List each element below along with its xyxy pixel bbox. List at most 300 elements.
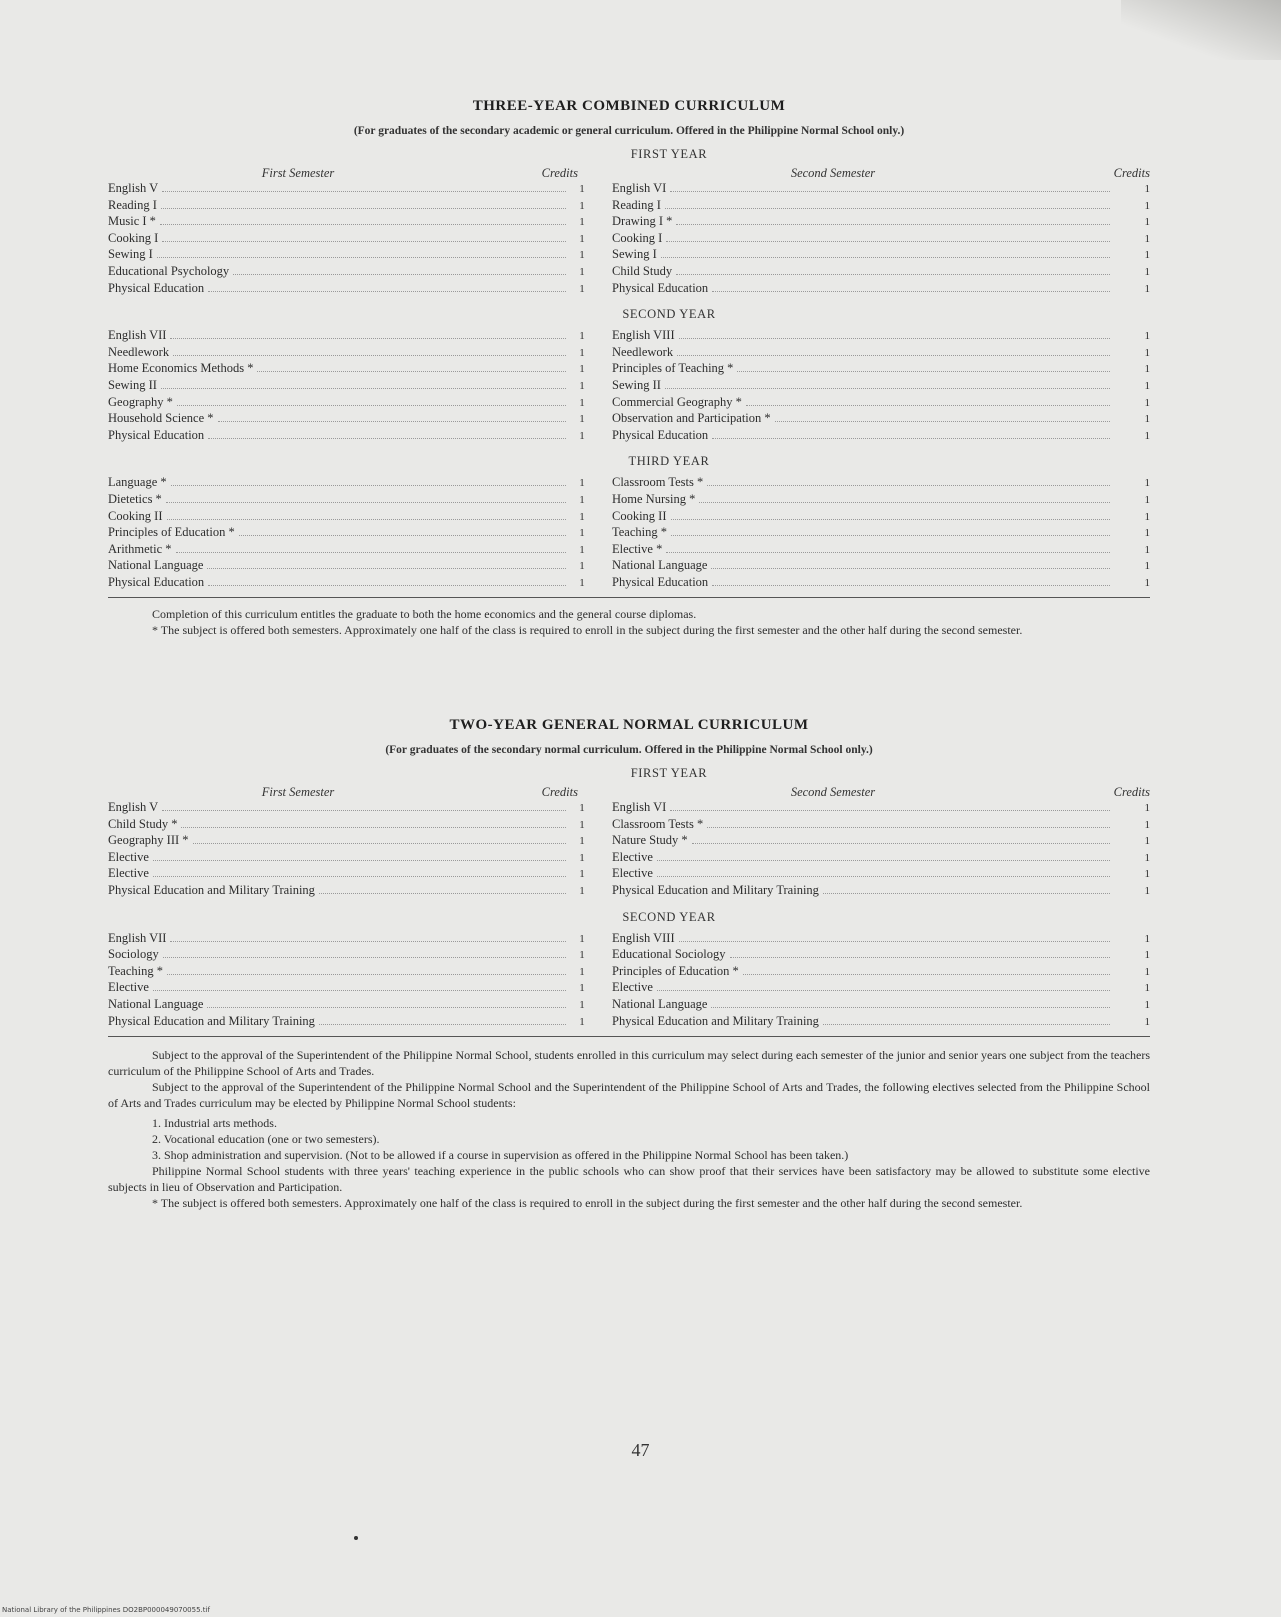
dot-leader [181, 827, 566, 828]
specks [354, 1536, 358, 1540]
divider [108, 1036, 1150, 1037]
course-credits: 1 [579, 330, 585, 343]
table-row [108, 231, 1150, 248]
dot-leader [208, 585, 566, 586]
table-row [108, 931, 1150, 948]
dot-leader [676, 274, 1110, 275]
credits-heading: Credits [1113, 166, 1150, 180]
course-name: Child Study * [108, 816, 178, 831]
table-row [108, 395, 1150, 412]
second-semester-cell [612, 931, 1110, 946]
footnote: * The subject is offered both semesters. Approximately one half of the class is required to enroll in the subject during the first semester and the other half during the second semester. [152, 1196, 1023, 1211]
first-semester-cell [108, 181, 566, 196]
course-credits: 1 [1144, 543, 1150, 556]
first-semester-cell [108, 1014, 566, 1029]
table-row [108, 509, 1150, 526]
dot-leader [162, 191, 566, 192]
elective-list [108, 1115, 1150, 1163]
dot-leader [162, 810, 566, 811]
table-row [108, 525, 1150, 542]
course-name: National Language [612, 996, 708, 1011]
course-name: Educational Sociology [612, 947, 726, 962]
curriculum-two-year [108, 717, 1150, 1211]
table-row [108, 575, 1150, 592]
first-semester-cell [108, 361, 566, 376]
second-semester-cell [612, 947, 1110, 962]
second-semester-cell [612, 866, 1110, 881]
dot-leader [319, 1024, 566, 1025]
table-row [108, 980, 1150, 997]
course-credits: 1 [579, 413, 585, 426]
course-credits: 1 [579, 965, 585, 978]
page-number: 47 [631, 1440, 650, 1460]
course-name: Physical Education and Military Training [612, 882, 819, 897]
first-semester-cell [108, 947, 566, 962]
second-semester-cell [612, 231, 1110, 246]
course-name: Physical Education [612, 280, 709, 295]
dot-leader [670, 191, 1110, 192]
first-semester-cell [108, 964, 566, 979]
course-credits: 1 [579, 851, 585, 864]
course-name: Language * [108, 475, 167, 490]
course-credits: 1 [579, 949, 585, 962]
dot-leader [657, 860, 1110, 861]
dot-leader [163, 957, 566, 958]
dot-leader [208, 291, 566, 292]
dot-leader [657, 876, 1110, 877]
course-name: Teaching * [612, 525, 668, 540]
completion-note: Completion of this curriculum entitles the graduate to both the home economics and the general course diplomas. [152, 607, 697, 622]
dot-leader [176, 552, 566, 553]
course-credits: 1 [1144, 346, 1150, 359]
course-credits: 1 [1144, 949, 1150, 962]
first-semester-cell [108, 931, 566, 946]
first-semester-cell [108, 833, 566, 848]
course-name: Sewing II [108, 377, 157, 392]
dot-leader [257, 371, 566, 372]
dot-leader [208, 438, 566, 439]
course-name: Elective [612, 849, 653, 864]
table-row [108, 214, 1150, 231]
first-semester-cell [108, 198, 566, 213]
dot-leader [153, 876, 566, 877]
dot-leader [160, 224, 566, 225]
course-name: Household Science * [108, 411, 214, 426]
course-name: Geography * [108, 394, 173, 409]
course-name: Music I * [108, 214, 156, 229]
first-semester-cell [108, 328, 566, 343]
course-credits: 1 [1144, 379, 1150, 392]
course-name: Cooking II [612, 508, 667, 523]
first-semester-cell [108, 525, 566, 540]
course-name: Sewing I [108, 247, 153, 262]
first-semester-cell [108, 475, 566, 490]
paragraph: Philippine Normal School students with three years' teaching experience in the public schools who can show proof that their services have been satisfactory may be allowed to substitute some elective subjects in lieu of Observation and Participation. [108, 1164, 1150, 1195]
dot-leader [666, 241, 1110, 242]
course-name: Principles of Teaching * [612, 361, 734, 376]
second-semester-cell [612, 378, 1110, 393]
section-title: THREE-YEAR COMBINED CURRICULUM [472, 98, 786, 114]
section-title: TWO-YEAR GENERAL NORMAL CURRICULUM [449, 717, 809, 733]
second-semester-cell [612, 328, 1110, 343]
course-credits: 1 [579, 346, 585, 359]
second-semester-cell [612, 558, 1110, 573]
course-credits: 1 [579, 379, 585, 392]
course-credits: 1 [1144, 527, 1150, 540]
course-credits: 1 [1144, 965, 1150, 978]
table-row [108, 558, 1150, 575]
first-semester-cell [108, 883, 566, 898]
course-credits: 1 [1144, 330, 1150, 343]
course-credits: 1 [1144, 493, 1150, 506]
course-name: Physical Education [612, 427, 709, 442]
dot-leader [171, 485, 566, 486]
course-credits: 1 [579, 493, 585, 506]
dot-leader [161, 208, 566, 209]
course-credits: 1 [579, 216, 585, 229]
dot-leader [692, 843, 1110, 844]
second-semester-cell [612, 883, 1110, 898]
course-name: Cooking II [108, 508, 163, 523]
list-item: 3. Shop administration and supervision. (Not to be allowed if a course in supervision as offered in the Philippine Normal School has been taken.) [152, 1148, 849, 1163]
dot-leader [161, 388, 566, 389]
dot-leader [670, 810, 1110, 811]
course-credits: 1 [1144, 818, 1150, 831]
second-semester-heading: Second Semester [790, 785, 876, 799]
dot-leader [679, 941, 1110, 942]
course-credits: 1 [579, 1015, 585, 1028]
course-credits: 1 [579, 363, 585, 376]
course-credits: 1 [1144, 998, 1150, 1011]
course-table [108, 181, 1150, 297]
course-credits: 1 [579, 982, 585, 995]
course-credits: 1 [579, 199, 585, 212]
course-name: Elective [612, 866, 653, 881]
dot-leader [665, 388, 1110, 389]
course-credits: 1 [579, 835, 585, 848]
course-name: Nature Study * [612, 833, 688, 848]
credits-heading: Credits [541, 785, 578, 799]
second-semester-cell [612, 214, 1110, 229]
dot-leader [170, 941, 566, 942]
second-semester-cell [612, 411, 1110, 426]
dot-leader [173, 355, 566, 356]
second-semester-cell [612, 817, 1110, 832]
scan-credit: National Library of the Philippines DO2BP000049070055.tif [2, 1606, 210, 1614]
dot-leader [679, 338, 1110, 339]
semester-header [108, 785, 1150, 800]
course-credits: 1 [579, 818, 585, 831]
course-name: Principles of Education * [108, 525, 235, 540]
dot-leader [665, 208, 1110, 209]
footnote: * The subject is offered both semesters. Approximately one half of the class is required to enroll in the subject during the first semester and the other half during the second semester. [152, 623, 1023, 638]
dot-leader [153, 990, 566, 991]
table-row [108, 345, 1150, 362]
course-credits: 1 [1144, 510, 1150, 523]
first-semester-cell [108, 247, 566, 262]
course-name: English VII [108, 930, 167, 945]
course-name: Cooking I [108, 230, 159, 245]
course-name: National Language [108, 558, 204, 573]
second-semester-cell [612, 181, 1110, 196]
course-credits: 1 [579, 932, 585, 945]
dot-leader [207, 568, 566, 569]
course-credits: 1 [1144, 835, 1150, 848]
first-semester-cell [108, 395, 566, 410]
year-label: THIRD YEAR [628, 454, 710, 469]
dot-leader [661, 257, 1110, 258]
table-row [108, 411, 1150, 428]
dot-leader [657, 990, 1110, 991]
course-name: Classroom Tests * [612, 816, 704, 831]
course-credits: 1 [579, 527, 585, 540]
course-name: English V [108, 800, 159, 814]
table-row [108, 997, 1150, 1014]
first-semester-cell [108, 997, 566, 1012]
course-credits: 1 [579, 265, 585, 278]
dot-leader [193, 843, 566, 844]
course-credits: 1 [1144, 560, 1150, 573]
table-row [108, 198, 1150, 215]
credits-heading: Credits [541, 166, 578, 180]
semester-header [108, 166, 1150, 181]
second-semester-cell [612, 475, 1110, 490]
course-credits: 1 [579, 282, 585, 295]
second-semester-cell [612, 575, 1110, 590]
table-row [108, 833, 1150, 850]
course-credits: 1 [1144, 232, 1150, 245]
first-semester-cell [108, 231, 566, 246]
course-name: Geography III * [108, 833, 189, 848]
course-credits: 1 [1144, 477, 1150, 490]
second-semester-cell [612, 264, 1110, 279]
second-semester-cell [612, 492, 1110, 507]
second-semester-cell [612, 525, 1110, 540]
course-name: Educational Psychology [108, 263, 230, 278]
course-name: Arithmetic * [108, 541, 172, 556]
course-name: National Language [612, 558, 708, 573]
credits-heading: Credits [1113, 785, 1150, 799]
table-row [108, 492, 1150, 509]
table-row [108, 883, 1150, 900]
first-semester-cell [108, 492, 566, 507]
dot-leader [239, 535, 566, 536]
page-edge-shadow [1121, 0, 1281, 60]
course-credits: 1 [579, 998, 585, 1011]
curriculum-three-year [108, 98, 1150, 638]
dot-leader [712, 438, 1110, 439]
course-name: English V [108, 181, 159, 195]
table-row [108, 328, 1150, 345]
dot-leader [162, 241, 566, 242]
second-semester-cell [612, 964, 1110, 979]
table-row [108, 247, 1150, 264]
course-name: English VI [612, 181, 667, 195]
section-subtitle: (For graduates of the secondary academic or general curriculum. Offered in the Philippine Normal School only.) [353, 125, 905, 137]
course-name: Physical Education [108, 280, 205, 295]
dot-leader [775, 421, 1110, 422]
first-semester-cell [108, 411, 566, 426]
first-semester-cell [108, 800, 566, 815]
course-credits: 1 [1144, 576, 1150, 589]
first-semester-cell [108, 509, 566, 524]
first-semester-heading: First Semester [261, 785, 335, 799]
dot-leader [730, 957, 1110, 958]
table-row [108, 964, 1150, 981]
dot-leader [319, 893, 566, 894]
course-name: Cooking I [612, 230, 663, 245]
second-semester-cell [612, 395, 1110, 410]
course-credits: 1 [1144, 265, 1150, 278]
paragraph: Subject to the approval of the Superintendent of the Philippine Normal School, students enrolled in this curriculum may select during each semester of the junior and senior years one subject from the teachers curriculum of the Philippine School of Arts and Trades. [108, 1048, 1150, 1079]
course-name: Elective [108, 866, 149, 881]
course-credits: 1 [579, 802, 585, 814]
dot-leader [746, 405, 1110, 406]
course-name: Drawing I * [612, 214, 673, 229]
course-credits: 1 [1144, 199, 1150, 212]
second-semester-cell [612, 281, 1110, 296]
dot-leader [707, 827, 1110, 828]
dot-leader [737, 371, 1110, 372]
dot-leader [177, 405, 566, 406]
second-semester-cell [612, 345, 1110, 360]
course-credits: 1 [579, 249, 585, 262]
course-table [108, 328, 1150, 444]
dot-leader [233, 274, 566, 275]
course-credits: 1 [579, 183, 585, 195]
course-name: Sociology [108, 947, 159, 962]
dot-leader [707, 485, 1110, 486]
year-label: FIRST YEAR [630, 766, 708, 780]
first-semester-cell [108, 866, 566, 881]
dot-leader [712, 585, 1110, 586]
table-row [108, 850, 1150, 867]
year-label: SECOND YEAR [622, 307, 716, 322]
course-name: Teaching * [108, 963, 164, 978]
dot-leader [671, 535, 1110, 536]
course-name: Sewing II [612, 377, 661, 392]
course-name: Elective [108, 849, 149, 864]
course-credits: 1 [579, 884, 585, 897]
course-name: Elective [612, 980, 653, 995]
table-row [108, 800, 1150, 817]
first-semester-cell [108, 850, 566, 865]
course-credits: 1 [1144, 932, 1150, 945]
course-credits: 1 [1144, 413, 1150, 426]
first-semester-cell [108, 378, 566, 393]
table-row [108, 817, 1150, 834]
course-table [108, 475, 1150, 591]
dot-leader [676, 224, 1110, 225]
dot-leader [153, 860, 566, 861]
dot-leader [743, 974, 1110, 975]
list-item: 1. Industrial arts methods. [152, 1116, 277, 1131]
course-name: Needlework [108, 344, 170, 359]
first-semester-heading: First Semester [261, 166, 335, 180]
course-name: Physical Education and Military Training [108, 1013, 315, 1028]
table-row [108, 1014, 1150, 1031]
paragraph: Subject to the approval of the Superintendent of the Philippine Normal School and the Superintendent of the Philippine School of Arts and Trades, the following electives selected from the Philippine School of Arts and Trades curriculum may be elected by Philippine Normal School students: [108, 1080, 1150, 1111]
course-name: Reading I [612, 197, 661, 212]
course-credits: 1 [579, 396, 585, 409]
course-credits: 1 [1144, 216, 1150, 229]
second-semester-cell [612, 542, 1110, 557]
course-name: Physical Education [108, 574, 205, 589]
dot-leader [666, 552, 1110, 553]
course-credits: 1 [579, 429, 585, 442]
divider [108, 597, 1150, 598]
table-row [108, 866, 1150, 883]
dot-leader [170, 338, 566, 339]
second-semester-cell [612, 800, 1110, 815]
first-semester-cell [108, 980, 566, 995]
first-semester-cell [108, 542, 566, 557]
dot-leader [712, 291, 1110, 292]
course-name: English VI [612, 800, 667, 814]
course-name: English VIII [612, 930, 675, 945]
dot-leader [166, 502, 566, 503]
table-row [108, 542, 1150, 559]
course-credits: 1 [579, 560, 585, 573]
dot-leader [207, 1007, 566, 1008]
section-subtitle: (For graduates of the secondary normal curriculum. Offered in the Philippine Normal School only.) [385, 744, 873, 756]
course-name: Commercial Geography * [612, 394, 742, 409]
first-semester-cell [108, 264, 566, 279]
dot-leader [823, 1024, 1110, 1025]
course-credits: 1 [1144, 249, 1150, 262]
course-table [108, 931, 1150, 1031]
course-credits: 1 [1144, 982, 1150, 995]
course-name: Home Economics Methods * [108, 361, 254, 376]
course-name: English VIII [612, 328, 675, 343]
course-name: Physical Education [108, 427, 205, 442]
dot-leader [823, 893, 1110, 894]
course-name: Observation and Participation * [612, 411, 771, 426]
dot-leader [677, 355, 1110, 356]
course-name: Reading I [108, 197, 157, 212]
course-name: Child Study [612, 263, 673, 278]
course-name: Principles of Education * [612, 963, 739, 978]
course-name: Physical Education and Military Training [108, 882, 315, 897]
course-credits: 1 [579, 576, 585, 589]
table-row [108, 264, 1150, 281]
table-row [108, 361, 1150, 378]
course-credits: 1 [1144, 851, 1150, 864]
table-row [108, 475, 1150, 492]
course-credits: 1 [1144, 884, 1150, 897]
first-semester-cell [108, 817, 566, 832]
course-name: Classroom Tests * [612, 475, 704, 490]
course-credits: 1 [1144, 868, 1150, 881]
course-name: Sewing I [612, 247, 657, 262]
course-name: Dietetics * [108, 491, 162, 506]
course-credits: 1 [1144, 183, 1150, 195]
second-semester-cell [612, 428, 1110, 443]
first-semester-cell [108, 428, 566, 443]
course-credits: 1 [579, 477, 585, 490]
course-name: Home Nursing * [612, 491, 696, 506]
course-credits: 1 [1144, 396, 1150, 409]
second-semester-cell [612, 980, 1110, 995]
first-semester-cell [108, 345, 566, 360]
course-credits: 1 [1144, 1015, 1150, 1028]
dot-leader [699, 502, 1110, 503]
first-semester-cell [108, 214, 566, 229]
second-semester-cell [612, 247, 1110, 262]
second-semester-cell [612, 198, 1110, 213]
first-semester-cell [108, 575, 566, 590]
second-semester-heading: Second Semester [790, 166, 876, 180]
